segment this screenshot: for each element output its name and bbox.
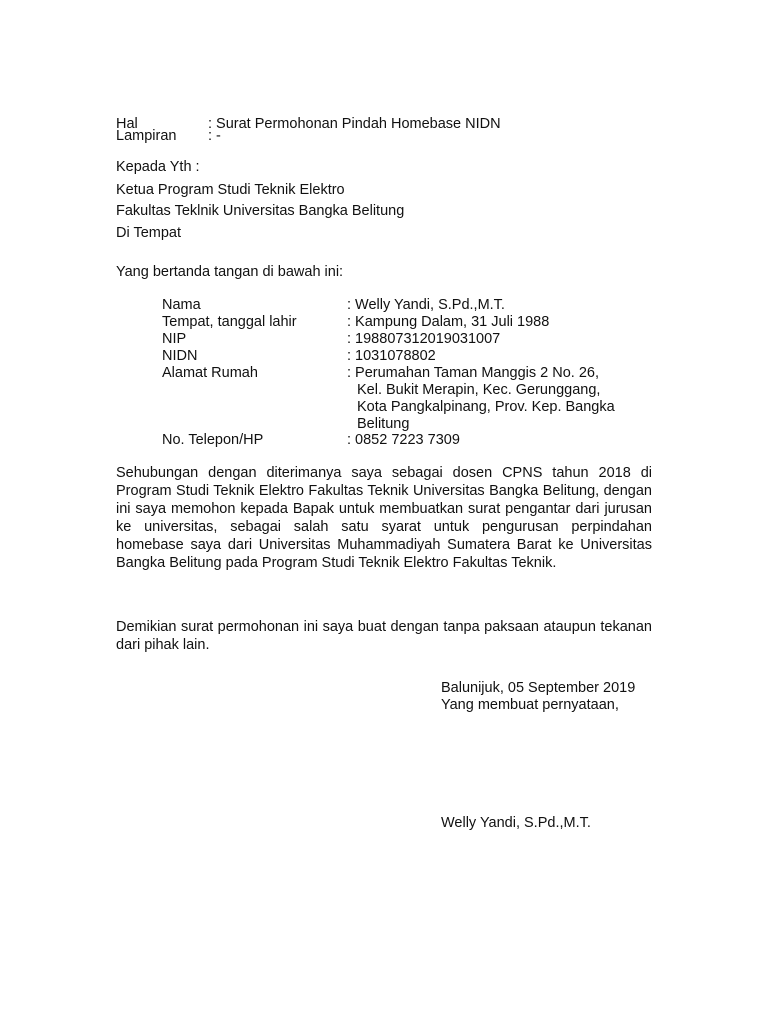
nip-value: : 198807312019031007 <box>347 331 501 347</box>
recipient-line-3: Di Tempat <box>116 225 182 241</box>
telp-value: : 0852 7223 7309 <box>347 432 460 448</box>
telp-label: No. Telepon/HP <box>162 432 264 448</box>
signature-place-date: Balunijuk, 05 September 2019 <box>441 680 636 696</box>
alamat-value-line-2: Kel. Bukit Merapin, Kec. Gerunggang, <box>357 382 601 398</box>
nama-label: Nama <box>162 297 201 313</box>
body-paragraph: Sehubungan dengan diterimanya saya sebagai dosen CPNS tahun 2018 di Program Studi Teknik Elektro Fakultas Teknik Universitas Bangka Belitung, dengan ini saya memohon kepada Bapak untuk membuatkan surat pengantar dari jurusan ke universitas, sebagai salah satu syarat untuk pengurusan perpindahan homebase saya dari Universitas Muhammadiyah Sumatera Barat ke Universitas Bangka Belitung pada Program Studi Teknik Elektro Fakultas Teknik. <box>116 465 652 571</box>
signature-role: Yang membuat pernyataan, <box>441 697 619 713</box>
nama-value: : Welly Yandi, S.Pd.,M.T. <box>347 297 505 313</box>
intro-text: Yang bertanda tangan di bawah ini: <box>116 264 344 280</box>
nip-label: NIP <box>162 331 187 347</box>
lampiran-label: Lampiran <box>116 128 177 144</box>
alamat-value-line-1: : Perumahan Taman Manggis 2 No. 26, <box>347 365 600 381</box>
nidn-label: NIDN <box>162 348 198 364</box>
signature-name: Welly Yandi, S.Pd.,M.T. <box>441 815 591 831</box>
ttl-value: : Kampung Dalam, 31 Juli 1988 <box>347 314 550 330</box>
hal-value: : Surat Permohonan Pindah Homebase NIDN <box>208 116 501 132</box>
nidn-value: : 1031078802 <box>347 348 436 364</box>
hal-label: Hal <box>116 116 138 132</box>
lampiran-value: : - <box>208 128 221 144</box>
alamat-label: Alamat Rumah <box>162 365 258 381</box>
recipient-greeting: Kepada Yth : <box>116 159 200 175</box>
ttl-label: Tempat, tanggal lahir <box>162 314 297 330</box>
recipient-line-2: Fakultas Teklnik Universitas Bangka Belitung <box>116 203 405 219</box>
alamat-value-line-3: Kota Pangkalpinang, Prov. Kep. Bangka <box>357 399 615 415</box>
recipient-line-1: Ketua Program Studi Teknik Elektro <box>116 182 345 198</box>
closing-paragraph: Demikian surat permohonan ini saya buat dengan tanpa paksaan ataupun tekanan dari pihak lain. <box>116 619 652 653</box>
alamat-value-line-4: Belitung <box>357 416 410 432</box>
